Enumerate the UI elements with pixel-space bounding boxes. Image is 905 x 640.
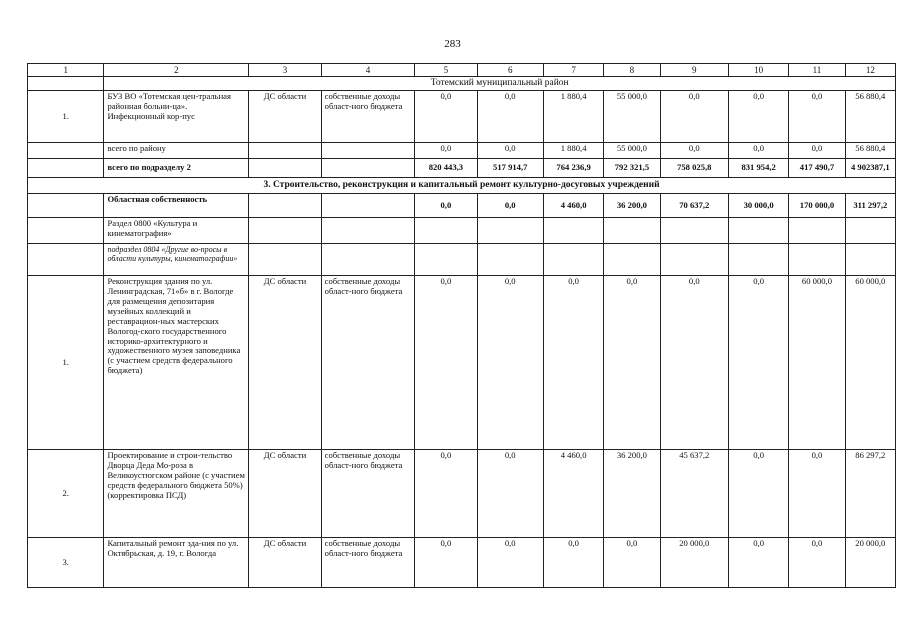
value-cell: 60 000,0 [845, 276, 895, 450]
value-cell: 0,0 [415, 194, 477, 218]
budget-level: ДС области [249, 91, 321, 143]
podrazdel-row [28, 244, 896, 276]
value-cell: 86 297,2 [845, 450, 895, 538]
col-header-8: 8 [604, 64, 660, 77]
object-name: Капитальный ремонт зда-ния по ул. Октябрьская, д. 19, г. Вологда [104, 538, 249, 588]
funding-source: собственные доходы област-ного бюджета [321, 91, 415, 143]
value-cell: 0,0 [415, 450, 477, 538]
value-cell: 56 880,4 [845, 91, 895, 143]
podrazdel-label: подраздел 0804 «Другие во-просы в области культуры, кинематографии» [104, 244, 249, 276]
col-header-9: 9 [660, 64, 728, 77]
value-cell: 56 880,4 [845, 143, 895, 159]
row-index: 1. [28, 91, 104, 143]
col-header-3: 3 [249, 64, 321, 77]
value-cell: 170 000,0 [789, 194, 845, 218]
value-cell: 0,0 [604, 538, 660, 588]
value-cell: 30 000,0 [728, 194, 788, 218]
value-cell: 0,0 [728, 91, 788, 143]
value-cell: 764 236,9 [543, 159, 603, 178]
value-cell: 820 443,3 [415, 159, 477, 178]
col-header-2: 2 [104, 64, 249, 77]
value-cell: 45 637,2 [660, 450, 728, 538]
budget-level: ДС области [249, 538, 321, 588]
value-cell: 831 954,2 [728, 159, 788, 178]
funding-source: собственные доходы област-ного бюджета [321, 450, 415, 538]
value-cell: 0,0 [660, 143, 728, 159]
value-cell: 20 000,0 [845, 538, 895, 588]
value-cell: 0,0 [660, 91, 728, 143]
value-cell: 0,0 [477, 450, 543, 538]
razdel-label: Раздел 0800 «Культура и кинематография» [104, 218, 249, 244]
value-cell: 0,0 [789, 538, 845, 588]
value-cell: 4 460,0 [543, 450, 603, 538]
section-title-row [28, 178, 896, 194]
subsection-total-label: всего по подразделу 2 [104, 159, 249, 178]
col-header-4: 4 [321, 64, 415, 77]
value-cell: 0,0 [415, 91, 477, 143]
value-cell: 0,0 [728, 538, 788, 588]
value-cell: 0,0 [477, 143, 543, 159]
value-cell: 0,0 [477, 194, 543, 218]
budget-table [27, 63, 896, 588]
district-total-row [28, 143, 896, 159]
value-cell: 0,0 [543, 276, 603, 450]
row-index: 1. [28, 276, 104, 450]
value-cell: 4 902387,1 [845, 159, 895, 178]
value-cell: 36 200,0 [604, 194, 660, 218]
value-cell: 792 321,5 [604, 159, 660, 178]
value-cell: 70 637,2 [660, 194, 728, 218]
value-cell: 0,0 [789, 450, 845, 538]
row-index: 3. [28, 538, 104, 588]
value-cell: 4 460,0 [543, 194, 603, 218]
subsection-total-row [28, 159, 896, 178]
value-cell: 0,0 [728, 450, 788, 538]
col-header-7: 7 [543, 64, 603, 77]
value-cell: 55 000,0 [604, 143, 660, 159]
value-cell: 0,0 [477, 91, 543, 143]
table-row [28, 538, 896, 588]
value-cell: 417 490,7 [789, 159, 845, 178]
object-name: Реконструкция здания по ул. Ленинградская, 71«б» в г. Вологде для размещения депозитария музейных коллекций и реставрацион-ных мастерских Вологод-ского государственного историко-архитектурного и художественного музея заповедника (с участием средств федерального бюджета) [104, 276, 249, 450]
value-cell: 0,0 [415, 276, 477, 450]
table-row [28, 276, 896, 450]
column-number-row [28, 64, 896, 77]
value-cell: 0,0 [604, 276, 660, 450]
section-title: 3. Строительство, реконструкция и капитальный ремонт культурно-досуговых учреждений [28, 178, 896, 194]
col-header-12: 12 [845, 64, 895, 77]
page-number: 283 [444, 38, 461, 50]
value-cell: 758 025,8 [660, 159, 728, 178]
value-cell: 0,0 [789, 91, 845, 143]
row-index: 2. [28, 450, 104, 538]
value-cell: 1 880,4 [543, 143, 603, 159]
funding-source: собственные доходы област-ного бюджета [321, 276, 415, 450]
budget-level: ДС области [249, 450, 321, 538]
col-header-6: 6 [477, 64, 543, 77]
oblast-property-label: Областная собственность [104, 194, 249, 218]
value-cell: 0,0 [728, 276, 788, 450]
col-header-5: 5 [415, 64, 477, 77]
object-name: Проектирование и строи-тельство Дворца Деда Мо-роза в Великоустюгском районе (с участием средств федерального бюджета 50%) (корректировка ПСД) [104, 450, 249, 538]
value-cell: 0,0 [477, 538, 543, 588]
value-cell: 311 297,2 [845, 194, 895, 218]
value-cell: 0,0 [789, 143, 845, 159]
district-header-row [28, 77, 896, 91]
col-header-10: 10 [728, 64, 788, 77]
value-cell: 60 000,0 [789, 276, 845, 450]
value-cell: 0,0 [415, 143, 477, 159]
value-cell: 1 880,4 [543, 91, 603, 143]
value-cell: 0,0 [543, 538, 603, 588]
value-cell: 0,0 [477, 276, 543, 450]
col-header-1: 1 [28, 64, 104, 77]
table-row [28, 450, 896, 538]
funding-source: собственные доходы област-ного бюджета [321, 538, 415, 588]
value-cell: 0,0 [660, 276, 728, 450]
col-header-11: 11 [789, 64, 845, 77]
oblast-property-row [28, 194, 896, 218]
value-cell: 20 000,0 [660, 538, 728, 588]
table-row [28, 91, 896, 143]
value-cell: 0,0 [728, 143, 788, 159]
budget-level: ДС области [249, 276, 321, 450]
district-title: Тотемский муниципальный район [104, 77, 896, 91]
value-cell: 36 200,0 [604, 450, 660, 538]
district-total-label: всего по району [104, 143, 249, 159]
razdel-row [28, 218, 896, 244]
value-cell: 517 914,7 [477, 159, 543, 178]
value-cell: 0,0 [415, 538, 477, 588]
object-name: БУЗ ВО «Тотемская цен-тральная районная больни-ца». Инфекционный кор-пус [104, 91, 249, 143]
value-cell: 55 000,0 [604, 91, 660, 143]
